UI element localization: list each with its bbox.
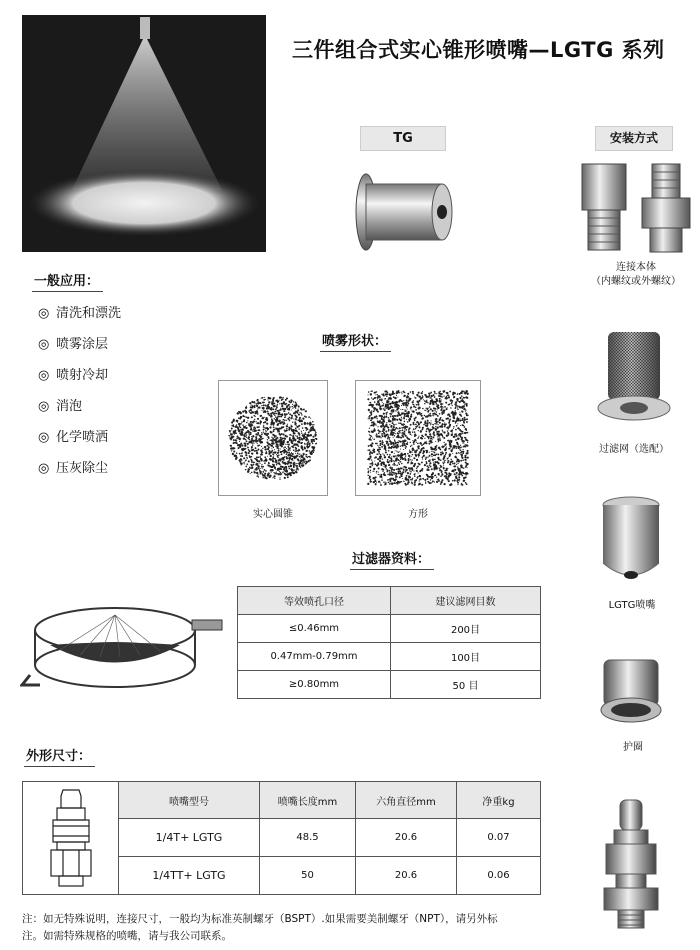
table-row <box>238 615 541 643</box>
list-item: ◎ 化学喷洒 <box>38 430 109 445</box>
dimensions-table <box>118 781 541 895</box>
list-item: ◎ 压灰除尘 <box>38 461 109 476</box>
bullet-icon: ◎ <box>38 368 50 383</box>
bullet-icon: ◎ <box>38 461 50 476</box>
table-cell: 200目 <box>391 615 541 643</box>
table-header-row <box>238 587 541 615</box>
strainer-image <box>594 328 674 432</box>
table-cell: 50 目 <box>391 671 541 699</box>
table-row <box>238 643 541 671</box>
bullet-icon: ◎ <box>38 337 50 352</box>
filter-heading: 过滤器资料： <box>350 548 434 570</box>
column-header: 喷嘴长度mm <box>260 782 356 819</box>
column-header: 六角直径mm <box>356 782 457 819</box>
footnotes <box>22 911 498 945</box>
bullet-icon: ◎ <box>38 306 50 321</box>
table-row <box>238 671 541 699</box>
note-line: 注。如需特殊规格的喷嘴，请与我公司联系。 <box>22 930 232 942</box>
page-title: 三件组合式实心锥形喷嘴—LGTG 系列 <box>292 38 665 62</box>
table-cell: 20.6 <box>356 857 457 895</box>
bullet-icon: ◎ <box>38 430 50 445</box>
square-pattern <box>355 380 481 496</box>
guard-ring-image <box>594 652 668 732</box>
guard-ring-caption: 护圈 <box>623 742 643 753</box>
solid-cone-pattern <box>218 380 328 496</box>
tg-label: TG <box>360 126 446 151</box>
spray-photo <box>22 15 266 252</box>
assembled-nozzle-image <box>594 796 668 935</box>
tg-nozzle-image <box>352 170 458 258</box>
square-caption: 方形 <box>408 509 428 520</box>
column-header: 等效喷孔口径 <box>238 587 391 615</box>
list-item: ◎ 清洗和漂洗 <box>38 306 122 321</box>
table-cell: 0.47mm-0.79mm <box>238 643 391 671</box>
dimensions-heading: 外形尺寸： <box>24 745 95 767</box>
table-header-row <box>119 782 541 819</box>
table-cell: ≤0.46mm <box>238 615 391 643</box>
tank-illustration <box>20 585 230 704</box>
lgtg-nozzle-image <box>596 495 666 594</box>
nozzle-drawing <box>22 781 119 895</box>
lgtg-nozzle-caption: LGTG喷嘴 <box>608 600 656 611</box>
table-cell: 0.06 <box>457 857 541 895</box>
note-line: 注：如无特殊说明，连接尺寸，一般均为标准英制螺牙（BSPT）.如果需要美制螺牙（NPT），请另外标 <box>22 913 498 925</box>
table-row <box>119 857 541 895</box>
table-cell: 48.5 <box>260 819 356 857</box>
table-cell: 1/4T+ LGTG <box>119 819 260 857</box>
connection-body-image <box>574 158 696 262</box>
filter-table <box>237 586 541 699</box>
list-item: ◎ 喷射冷却 <box>38 368 109 383</box>
applications-heading: 一般应用： <box>32 270 103 292</box>
bullet-icon: ◎ <box>38 399 50 414</box>
strainer-caption: 过滤网（选配） <box>599 444 669 455</box>
table-cell: ≥0.80mm <box>238 671 391 699</box>
installation-heading: 安装方式 <box>595 126 673 151</box>
connection-body-subcaption: （内螺纹或外螺纹） <box>591 276 681 287</box>
table-cell: 50 <box>260 857 356 895</box>
table-cell: 20.6 <box>356 819 457 857</box>
column-header: 净重kg <box>457 782 541 819</box>
table-cell: 0.07 <box>457 819 541 857</box>
table-cell: 1/4TT+ LGTG <box>119 857 260 895</box>
column-header: 建议滤网目数 <box>391 587 541 615</box>
column-header: 喷嘴型号 <box>119 782 260 819</box>
spray-shape-heading: 喷雾形状： <box>320 330 391 352</box>
table-cell: 100目 <box>391 643 541 671</box>
table-row <box>119 819 541 857</box>
list-item: ◎ 喷雾涂层 <box>38 337 109 352</box>
connection-body-caption: 连接本体 <box>616 262 656 273</box>
solid-cone-caption: 实心圆锥 <box>253 509 293 520</box>
list-item: ◎ 消泡 <box>38 399 83 414</box>
applications-list <box>38 305 121 491</box>
